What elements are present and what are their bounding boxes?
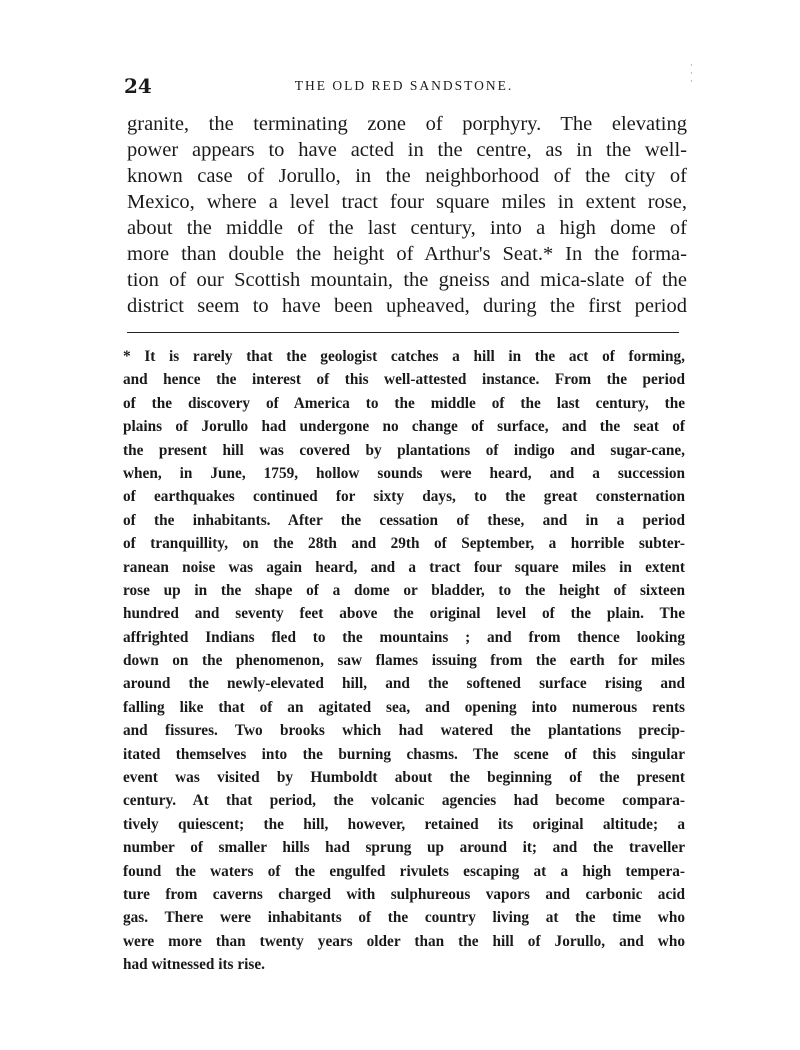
footnote-line: and hence the interest of this well-attested instance. From the period [123, 371, 685, 389]
footnote-line: found the waters of the engulfed rivulets escaping at a high tempera- [123, 862, 685, 880]
page-header [124, 74, 684, 98]
footnote-line: the present hill was covered by plantations of indigo and sugar-cane, [123, 441, 685, 459]
main-text-line: about the middle of the last century, into a high dome of [127, 217, 687, 239]
footnote-divider [127, 332, 679, 333]
footnote-line: hundred and seventy feet above the original level of the plain. The [123, 605, 685, 623]
main-text-line: more than double the height of Arthur's Seat.* In the forma- [127, 243, 687, 265]
running-title: THE OLD RED SANDSTONE. [294, 78, 514, 93]
footnote-line: ranean noise was again heard, and a tract four square miles in extent [123, 558, 685, 576]
footnote-line: event was visited by Humboldt about the beginning of the present [123, 769, 685, 787]
footnote-line: century. At that period, the volcanic agencies had become compara- [123, 792, 685, 810]
footnote-line: of the inhabitants. After the cessation of these, and in a period [123, 511, 685, 529]
footnote-line: * It is rarely that the geologist catches a hill in the act of forming, [123, 348, 685, 365]
footnote-line: affrighted Indians fled to the mountains ; and from thence looking [123, 628, 685, 646]
main-text-line: power appears to have acted in the centre, as in the well- [127, 139, 687, 161]
footnote-line: around the newly-elevated hill, and the softened surface rising and [123, 675, 685, 693]
footnote-line: down on the phenomenon, saw flames issuing from the earth for miles [123, 652, 685, 670]
main-text-line: granite, the terminating zone of porphyry. The elevating [127, 113, 687, 135]
footnote-line: of earthquakes continued for sixty days, to the great consternation [123, 488, 685, 506]
footnote-line: had witnessed its rise. [123, 956, 265, 974]
main-paragraph [127, 111, 687, 319]
footnote-line: plains of Jorullo had undergone no change of surface, and the seat of [123, 418, 685, 436]
footnote-line: when, in June, 1759, hollow sounds were heard, and a succession [123, 464, 685, 482]
main-text-line: district seem to have been upheaved, during the first period [127, 295, 687, 317]
footnote-line: falling like that of an agitated sea, and opening into numerous rents [123, 698, 685, 716]
footnote-line: rose up in the shape of a dome or bladder, to the height of sixteen [123, 581, 685, 599]
footnote-line: and fissures. Two brooks which had watered the plantations precip- [123, 722, 685, 740]
footnote-line: were more than twenty years older than the hill of Jorullo, and who [123, 932, 685, 950]
footnote-line: tively quiescent; the hill, however, retained its original altitude; a [123, 815, 685, 833]
footnote-line: number of smaller hills had sprung up around it; and the traveller [123, 839, 685, 857]
main-text-line: tion of our Scottish mountain, the gneiss and mica-slate of the [127, 269, 687, 291]
footnote [123, 345, 685, 977]
footnote-line: of tranquillity, on the 28th and 29th of September, a horrible subter- [123, 535, 685, 553]
main-text-line: known case of Jorullo, in the neighborhood of the city of [127, 165, 687, 187]
footnote-line: itated themselves into the burning chasms. The scene of this singular [123, 745, 685, 763]
footnote-line: of the discovery of America to the middle of the last century, the [123, 394, 685, 412]
footnote-line: ture from caverns charged with sulphureous vapors and carbonic acid [123, 885, 685, 903]
margin-mark: · · · [690, 61, 693, 87]
page-number: 24 [124, 74, 152, 98]
footnote-line: gas. There were inhabitants of the country living at the time who [123, 909, 685, 927]
main-text-line: Mexico, where a level tract four square miles in extent rose, [127, 191, 687, 213]
